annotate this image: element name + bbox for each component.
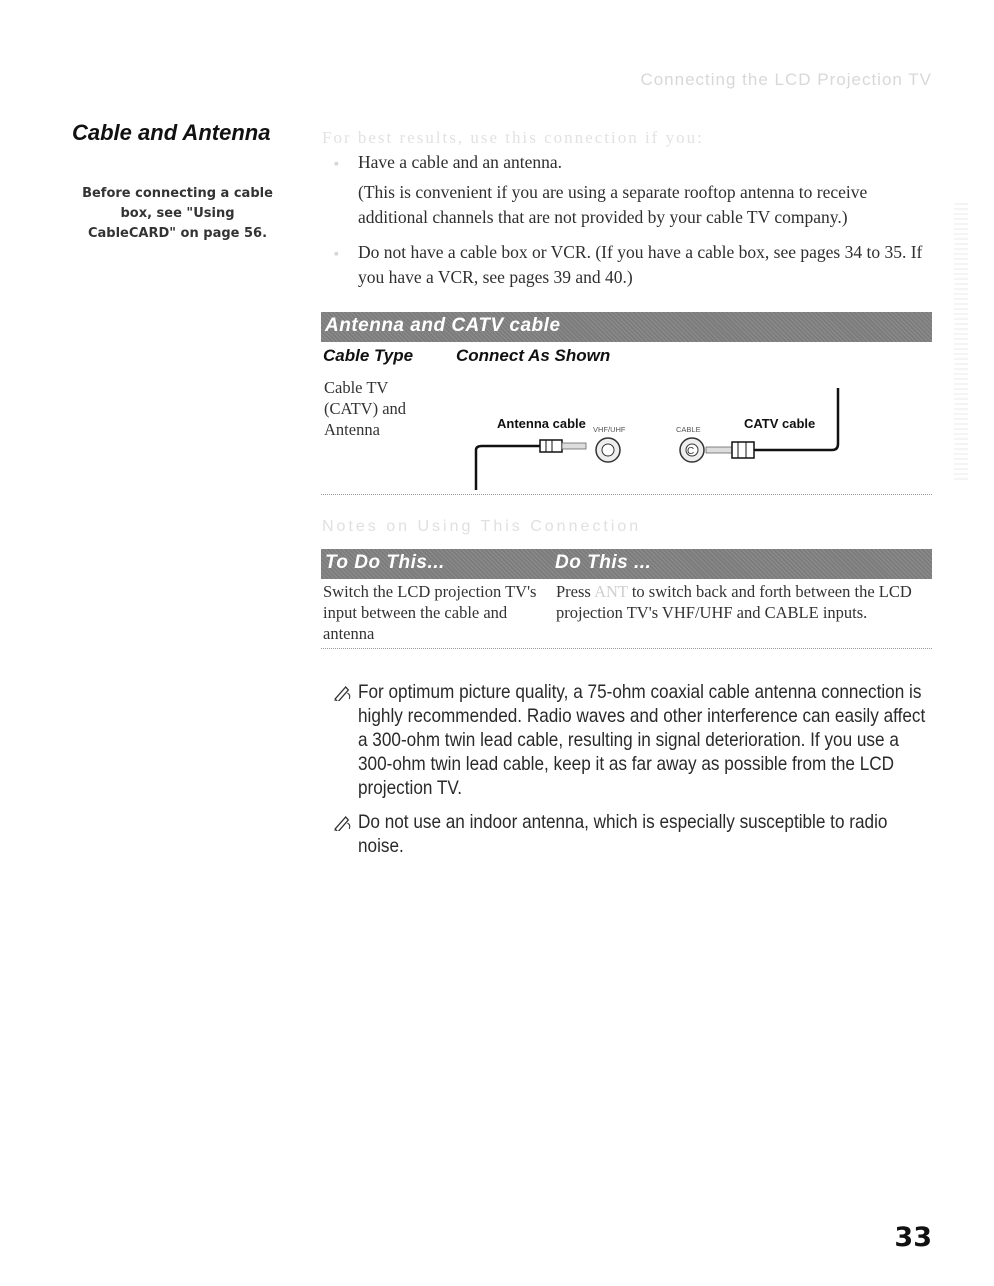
bullet-text: Do not have a cable box or VCR. (If you have a cable box, see pages 34 to 35. If you have a VCR, see pages 39 and 40.) [358, 242, 923, 287]
usage-header-bar [321, 549, 932, 579]
catv-plug-icon [732, 442, 754, 458]
table-title-bar [321, 312, 932, 342]
side-note: Before connecting a cable box, see "Using CableCARD" on page 56. [82, 186, 273, 241]
divider [321, 648, 932, 649]
column-header-cable-type: Cable Type [323, 346, 414, 365]
intro-lead-in: For best results, use this connection if you: [322, 128, 704, 147]
antenna-cable-line [476, 446, 548, 490]
bullet-icon: ▪ [334, 157, 339, 172]
vhf-uhf-label: VHF/UHF [593, 425, 626, 434]
action-text: to switch back and forth between the LCD projection TV's VHF/UHF and CABLE inputs. [556, 582, 912, 622]
cable-type-cell: Cable TV (CATV) and Antenna [324, 378, 407, 439]
bullet-text: Have a cable and an antenna. [358, 152, 563, 172]
note-pencil-icon [333, 683, 352, 701]
table-title: Antenna and CATV cable [325, 315, 561, 336]
column-header-connect: Connect As Shown [456, 346, 611, 365]
bullet-subtext: (This is convenient if you are using a separate rooftop antenna to receive additional channels that are not provided by your cable TV company.) [358, 182, 868, 227]
antenna-cable-label: Antenna cable [497, 416, 586, 431]
note-text: For optimum picture quality, a 75-ohm coaxial cable antenna connection is highly recommended. Radio waves and other interference can easily affect a 300-ohm twin lead cable, resulting in signal deterioration. If you use a 300-ohm twin lead cable, keep it as far away as possible from the LCD projection TV. [358, 681, 926, 799]
ant-button-label: ANT [594, 582, 628, 601]
section-title: Cable and Antenna [72, 120, 271, 145]
usage-todo-cell: Switch the LCD projection TV's input between the cable and antenna [323, 582, 537, 643]
connection-diagram [460, 380, 860, 492]
page-number: 33 [894, 1222, 932, 1253]
press-word: Press [556, 582, 591, 601]
bullet-item [334, 240, 938, 290]
bullet-item [334, 150, 563, 175]
column-header-dothis: Do This ... [555, 552, 652, 573]
cable-input-label: CABLE [676, 425, 701, 434]
antenna-plug-icon [540, 440, 562, 452]
note-text: Do not use an indoor antenna, which is especially susceptible to radio noise. [358, 811, 888, 857]
catv-cable-label: CATV cable [744, 416, 816, 431]
cable-jack-mark: C [687, 446, 695, 457]
bullet-icon: ▪ [334, 247, 339, 262]
edge-texture [954, 200, 968, 480]
divider [321, 494, 932, 495]
note-pencil-icon [333, 813, 352, 831]
column-header-todo: To Do This... [325, 552, 445, 573]
usage-action-cell [556, 581, 936, 623]
running-header: Connecting the LCD Projection TV [640, 70, 932, 89]
usage-heading: Notes on Using This Connection [322, 518, 642, 535]
note [358, 680, 934, 800]
note [358, 810, 934, 858]
